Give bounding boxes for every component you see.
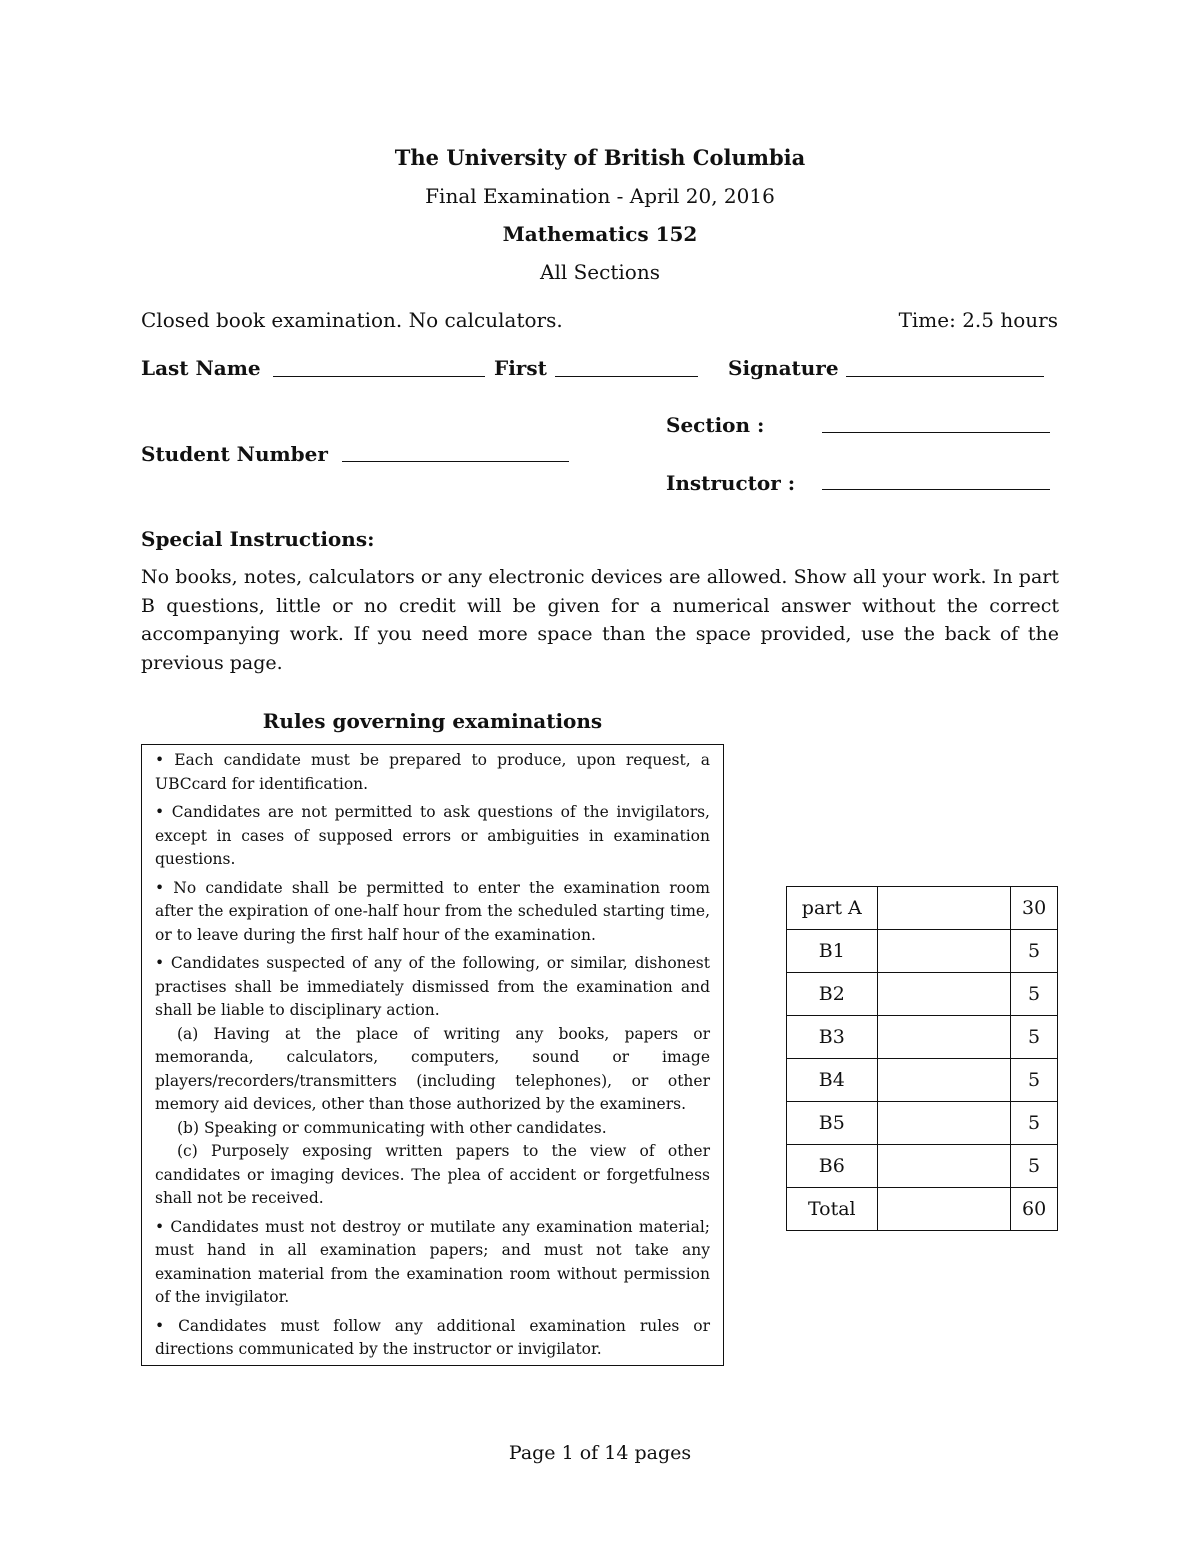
rule-item: • Candidates are not permitted to ask questions of the invigilators, except in cases of supposed errors or ambiguities in examination questions. xyxy=(155,803,710,868)
section-label: Section : xyxy=(666,413,765,437)
score-label: B1 xyxy=(787,930,878,973)
score-label: B3 xyxy=(787,1016,878,1059)
last-name-field[interactable] xyxy=(273,376,485,377)
score-points: 60 xyxy=(1011,1188,1058,1231)
score-label: B2 xyxy=(787,973,878,1016)
university-title: The University of British Columbia xyxy=(394,145,806,170)
table-row xyxy=(787,1188,1058,1231)
table-row xyxy=(787,930,1058,973)
rule-subitem: (c) Purposely exposing written papers to the view of other candidates or imaging devices. The plea of accident or forgetfulness shall not be received. xyxy=(155,1142,710,1207)
score-entry[interactable] xyxy=(877,1059,1011,1102)
table-row xyxy=(787,887,1058,930)
student-number-field[interactable] xyxy=(342,461,569,462)
score-entry[interactable] xyxy=(877,1145,1011,1188)
instructor-label: Instructor : xyxy=(666,471,796,495)
course-title: Mathematics 152 xyxy=(502,222,698,246)
score-points: 30 xyxy=(1011,887,1058,930)
score-label: B4 xyxy=(787,1059,878,1102)
special-instructions-heading: Special Instructions: xyxy=(141,527,375,551)
score-points: 5 xyxy=(1011,1016,1058,1059)
rule-item: • No candidate shall be permitted to enter the examination room after the expiration of one-half hour from the scheduled starting time, or to leave during the first half hour of the examination. xyxy=(155,878,710,944)
first-name-field[interactable] xyxy=(555,376,698,377)
score-points: 5 xyxy=(1011,1102,1058,1145)
rules-heading: Rules governing examinations xyxy=(262,709,603,733)
score-points: 5 xyxy=(1011,1145,1058,1188)
special-instructions-text: No books, notes, calculators or any electronic devices are allowed. Show all your work. In part B questions, little or no credit will be given for a numerical answer without the correct accompanying work. If you need more space than the space provided, use the back of the previous page. xyxy=(141,566,1059,674)
score-entry[interactable] xyxy=(877,1016,1011,1059)
table-row xyxy=(787,1145,1058,1188)
conditions-text: Closed book examination. No calculators. xyxy=(141,308,563,332)
score-entry[interactable] xyxy=(877,973,1011,1016)
table-row xyxy=(787,1059,1058,1102)
instructor-field[interactable] xyxy=(822,489,1050,490)
score-entry[interactable] xyxy=(877,1188,1011,1231)
exam-date: Final Examination - April 20, 2016 xyxy=(425,184,775,208)
score-label: Total xyxy=(787,1188,878,1231)
table-row xyxy=(787,1102,1058,1145)
section-field[interactable] xyxy=(822,432,1050,433)
table-row xyxy=(787,973,1058,1016)
table-row xyxy=(787,1016,1058,1059)
score-label: B5 xyxy=(787,1102,878,1145)
rule-item: • Candidates must not destroy or mutilate any examination material; must hand in all examination papers; and must not take any examination material from the examination room without permission of the invigilator. xyxy=(155,1217,710,1306)
signature-label: Signature xyxy=(728,356,839,380)
score-entry[interactable] xyxy=(877,930,1011,973)
score-label: part A xyxy=(787,887,878,930)
score-points: 5 xyxy=(1011,930,1058,973)
page-footer: Page 1 of 14 pages xyxy=(508,1442,692,1464)
signature-field[interactable] xyxy=(846,376,1044,377)
student-number-label: Student Number xyxy=(141,442,328,466)
score-points: 5 xyxy=(1011,1059,1058,1102)
rules-box xyxy=(141,744,724,1366)
score-entry[interactable] xyxy=(877,887,1011,930)
rule-item: • Each candidate must be prepared to produce, upon request, a UBCcard for identification. xyxy=(155,751,710,793)
rule-subitem: (a) Having at the place of writing any books, papers or memoranda, calculators, computers, sound or image players/recorders/transmitters (including telephones), or other memory aid devices, other than those authorized by the examiners. xyxy=(155,1024,710,1113)
rule-item: • Candidates must follow any additional examination rules or directions communicated by the instructor or invigilator. xyxy=(155,1316,710,1358)
rule-item: • Candidates suspected of any of the following, or similar, dishonest practises shall be immediately dismissed from the examination and shall be liable to disciplinary action. xyxy=(155,954,710,1019)
score-entry[interactable] xyxy=(877,1102,1011,1145)
rule-subitem: (b) Speaking or communicating with other candidates. xyxy=(177,1118,607,1137)
last-name-label: Last Name xyxy=(141,356,261,380)
time-limit: Time: 2.5 hours xyxy=(898,308,1058,332)
first-name-label: First xyxy=(494,356,547,380)
sections-label: All Sections xyxy=(540,260,660,284)
score-table xyxy=(786,886,1058,1231)
score-label: B6 xyxy=(787,1145,878,1188)
score-points: 5 xyxy=(1011,973,1058,1016)
